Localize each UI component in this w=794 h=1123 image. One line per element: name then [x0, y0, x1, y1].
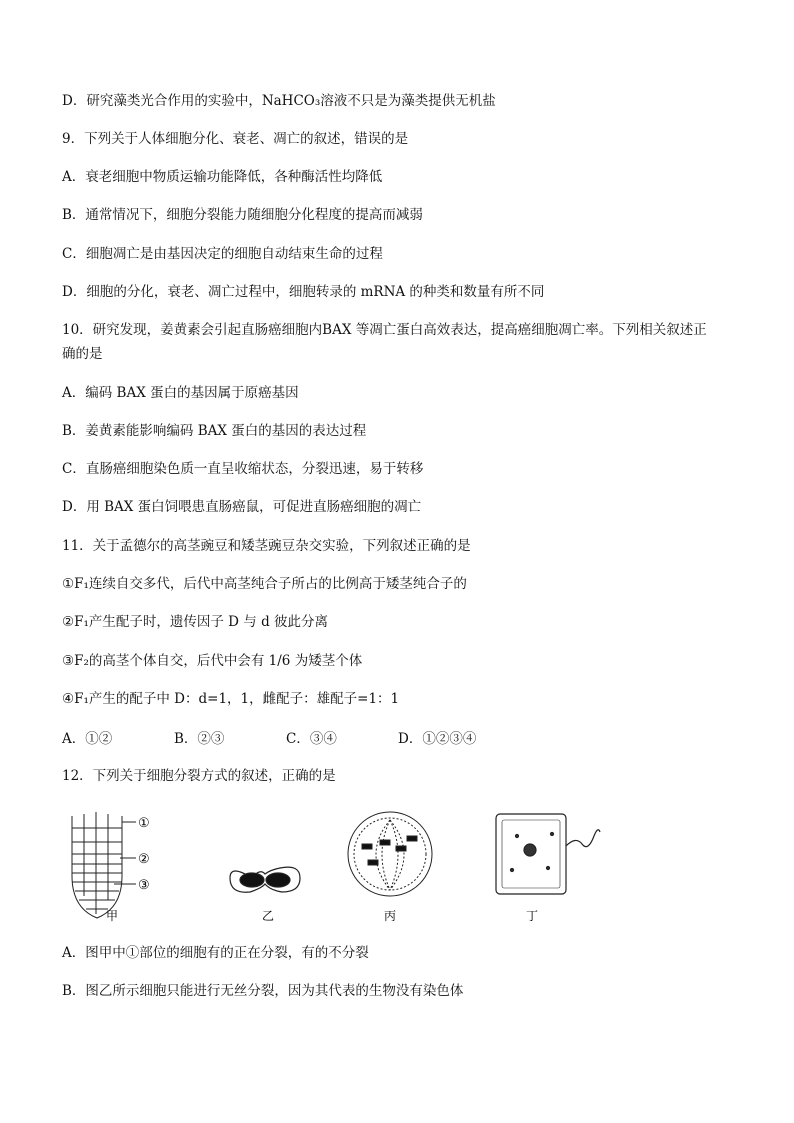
question-11: 11．关于孟德尔的高茎豌豆和矮茎豌豆杂交实验，下列叙述正确的是 — [62, 538, 471, 554]
question-12: 12．下列关于细胞分裂方式的叙述，正确的是 — [62, 768, 336, 784]
label-ding: 丁 — [526, 909, 539, 923]
label-yi: 乙 — [262, 909, 275, 923]
marker-2: ② — [138, 852, 150, 867]
q10-option-c: C．直肠癌细胞染色质一直呈收缩状态，分裂迅速，易于转移 — [62, 461, 424, 477]
question-10-cont: 确的是 — [62, 346, 103, 362]
option-d-prev: D．研究藻类光合作用的实验中，NaHCO₃溶液不只是为藻类提供无机盐 — [62, 93, 496, 109]
q9-option-d: D．细胞的分化，衰老、凋亡过程中，细胞转录的 mRNA 的种类和数量有所不同 — [62, 284, 545, 300]
q9-option-a: A．衰老细胞中物质运输功能降低，各种酶活性均降低 — [62, 169, 383, 185]
statement-2: ②F₁产生配子时，遗传因子 D 与 d 彼此分离 — [62, 614, 329, 630]
q10-option-a: A．编码 BAX 蛋白的基因属于原癌基因 — [62, 385, 299, 401]
q11-option-a: A．①② — [62, 731, 113, 747]
statement-1: ①F₁连续自交多代，后代中高茎纯合子所占的比例高于矮茎纯合子的 — [62, 576, 467, 592]
root-tip-diagram — [72, 812, 136, 918]
q9-option-b: B．通常情况下，细胞分裂能力随细胞分化程度的提高而减弱 — [62, 207, 423, 223]
q9-option-c: C．细胞凋亡是由基因决定的细胞自动结束生命的过程 — [62, 246, 383, 262]
statement-4: ④F₁产生的配子中 D：d=1，1，雌配子：雄配子=1：1 — [62, 691, 400, 707]
question-9: 9．下列关于人体细胞分化、衰老、凋亡的叙述，错误的是 — [62, 131, 409, 147]
marker-3: ③ — [138, 878, 150, 893]
statement-3: ③F₂的高茎个体自交，后代中会有 1/6 为矮茎个体 — [62, 653, 363, 669]
label-jia: 甲 — [106, 909, 119, 923]
q10-option-b: B．姜黄素能影响编码 BAX 蛋白的基因的表达过程 — [62, 423, 367, 439]
figure-drawings — [62, 806, 622, 924]
q11-options — [62, 729, 476, 749]
mitosis-cell-diagram — [348, 812, 432, 896]
question-10: 10．研究发现，姜黄素会引起直肠癌细胞内BAX 等凋亡蛋白高效表达，提高癌细胞凋亡率。下列相关叙述正 — [62, 322, 707, 338]
amitosis-cell-diagram — [230, 867, 300, 892]
q11-option-b: B．②③ — [174, 731, 225, 747]
marker-1: ① — [138, 816, 150, 831]
q12-option-b: B．图乙所示细胞只能进行无丝分裂，因为其代表的生物没有染色体 — [62, 983, 464, 999]
q11-option-c: C．③④ — [286, 731, 337, 747]
q12-option-a: A．图甲中①部位的细胞有的正在分裂，有的不分裂 — [62, 945, 369, 961]
q11-option-d: D．①②③④ — [398, 731, 477, 747]
prokaryote-cell-diagram — [496, 814, 600, 894]
q10-option-d: D．用 BAX 蛋白饲喂患直肠癌鼠，可促进直肠癌细胞的凋亡 — [62, 499, 422, 515]
cell-division-figure — [62, 806, 622, 924]
label-bing: 丙 — [384, 909, 397, 923]
